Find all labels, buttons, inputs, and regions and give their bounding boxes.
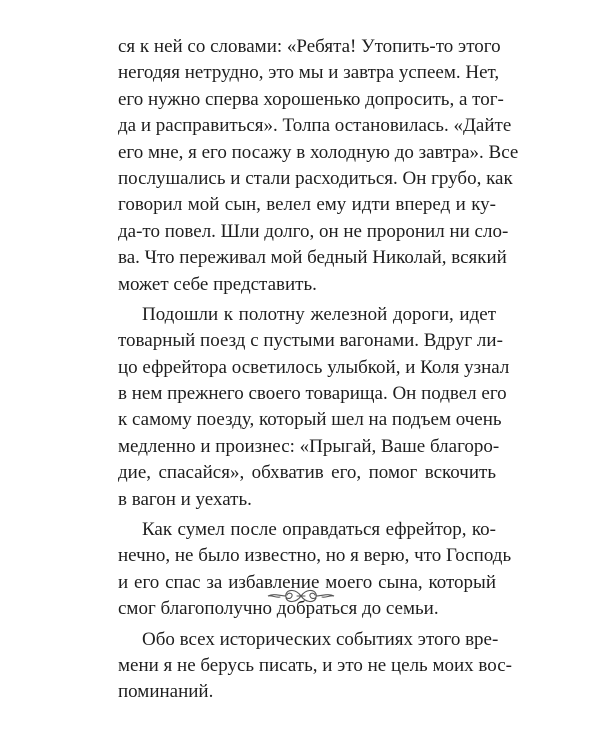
text-line: дие, спасайся», обхватив его, помог вскочить	[118, 462, 496, 484]
text-line: смог благополучно добраться до семьи.	[118, 598, 439, 620]
text-line: Подошли к полотну железной дороги, идет	[142, 303, 496, 325]
text-line: может себе представить.	[118, 273, 317, 295]
paragraph	[118, 34, 519, 298]
text-line: товарный поезд с пустыми вагонами. Вдруг ли-	[118, 330, 503, 352]
text-line: говорил мой сын, велел ему идти вперед и ку-	[118, 194, 496, 216]
text-line: к самому поезду, который шел на подъем очень	[118, 409, 502, 431]
paragraph	[118, 302, 510, 513]
paragraph	[118, 627, 512, 706]
text-line: цо ефрейтора осветилось улыбкой, и Коля узнал	[118, 356, 510, 378]
text-line: поминаний.	[118, 681, 214, 703]
text-line: нечно, не было известно, но я верю, что Господь	[118, 545, 512, 567]
text-line: в вагон и уехать.	[118, 488, 252, 510]
flourish-divider-icon	[266, 585, 336, 607]
text-line: Обо всех исторических событиях этого вре-	[142, 628, 499, 650]
text-line: ва. Что переживал мой бедный Николай, всякий	[118, 247, 507, 269]
text-line: и его спас за избавление моего сына, который	[118, 571, 496, 593]
text-line: Как сумел после оправдаться ефрейтор, ко-	[142, 519, 496, 541]
text-line: да-то повел. Шли долго, он не проронил ни сло-	[118, 220, 509, 242]
text-line: негодяя нетрудно, это мы и завтра успеем. Нет,	[118, 62, 500, 84]
text-line: его мне, я его посажу в холодную до завтра». Все	[118, 141, 519, 163]
text-line: его нужно сперва хорошенько допросить, а тог-	[118, 88, 504, 110]
text-line: мени я не берусь писать, и это не цель моих вос-	[118, 654, 512, 676]
text-line: да и расправиться». Толпа остановилась. «Дайте	[118, 115, 512, 137]
text-line: медленно и произнес: «Прыгай, Ваше благоро-	[118, 435, 500, 457]
text-line: ся к ней со словами: «Ребята! Утопить-то этого	[118, 36, 501, 57]
text-line: в нем прежнего своего товарища. Он подвел его	[118, 383, 507, 405]
text-line: послушались и стали расходиться. Он грубо, как	[118, 167, 513, 189]
